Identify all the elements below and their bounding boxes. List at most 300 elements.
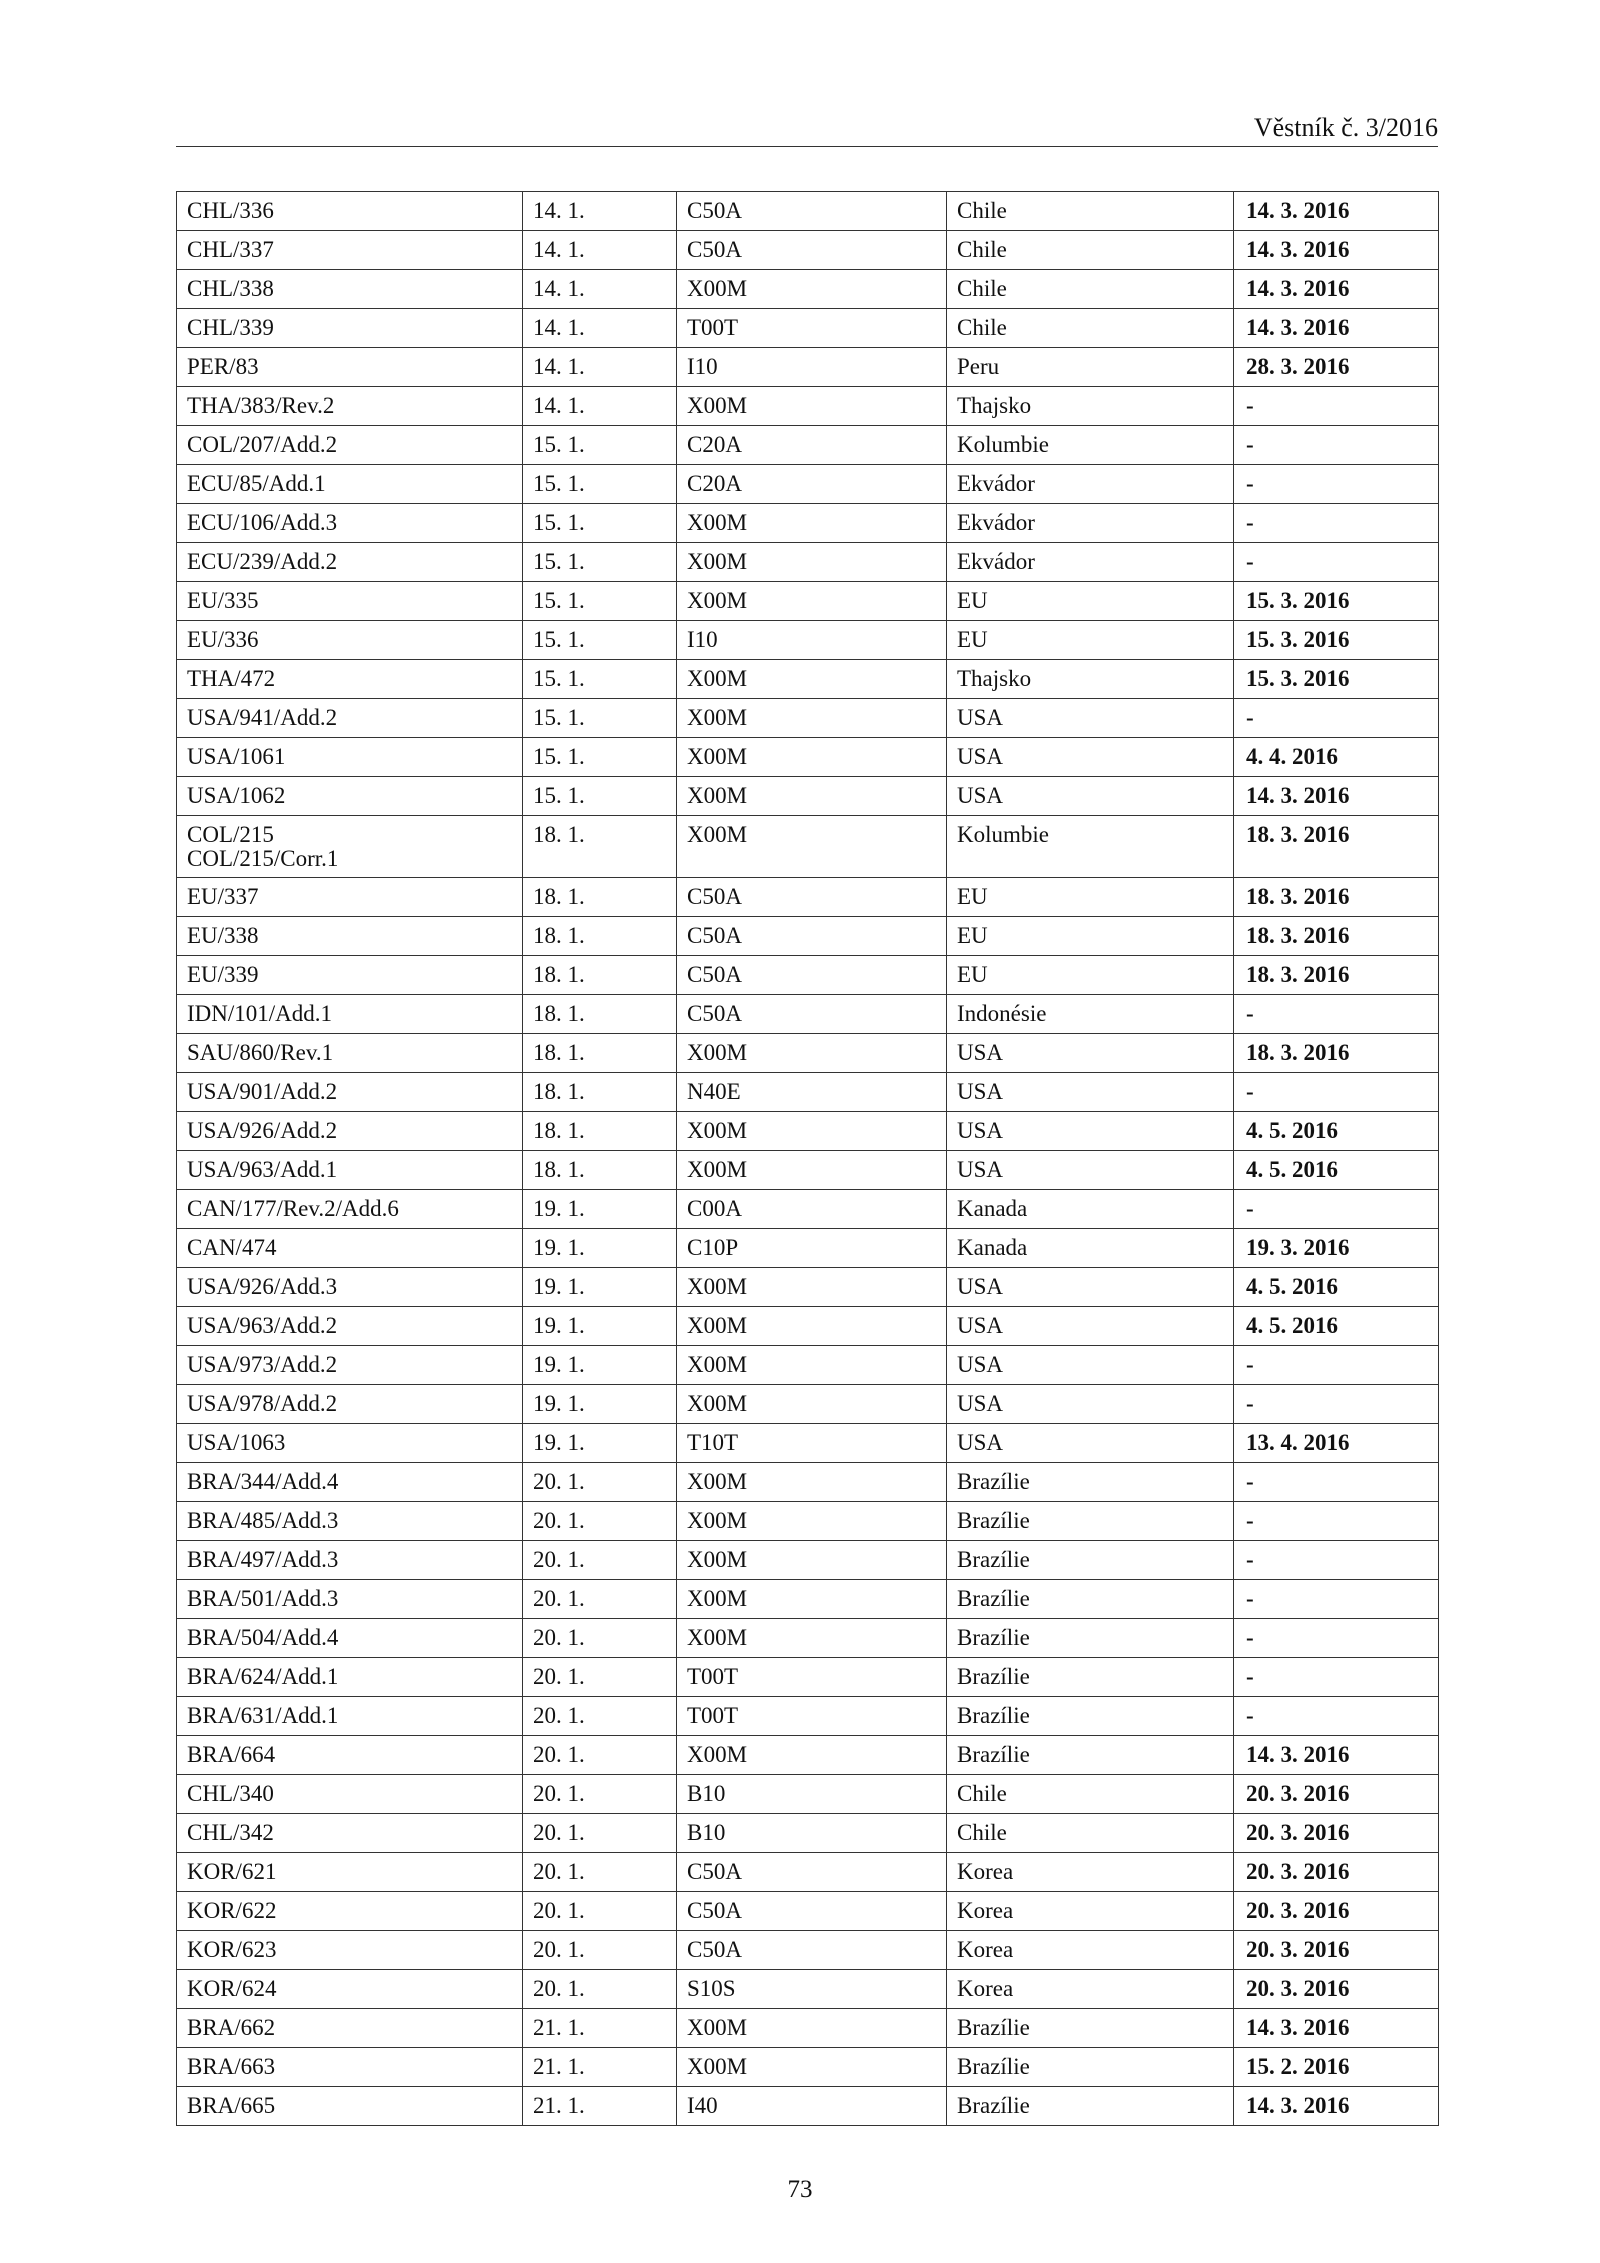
cell-code: C50A xyxy=(677,1931,947,1970)
cell-date: 20. 1. xyxy=(523,1814,677,1853)
cell-document xyxy=(177,348,523,387)
cell-date: 15. 1. xyxy=(523,543,677,582)
document-id: CHL/342 xyxy=(187,1820,274,1845)
table-row xyxy=(177,917,1439,956)
table-row xyxy=(177,465,1439,504)
table-row xyxy=(177,1346,1439,1385)
table-row xyxy=(177,816,1439,878)
cell-document xyxy=(177,1073,523,1112)
cell-country: Korea xyxy=(947,1931,1234,1970)
document-id: CAN/177/Rev.2/Add.6 xyxy=(187,1196,399,1221)
cell-country: USA xyxy=(947,1424,1234,1463)
cell-date: 15. 1. xyxy=(523,660,677,699)
cell-code: X00M xyxy=(677,1268,947,1307)
document-id: USA/1063 xyxy=(187,1430,286,1455)
cell-code: T10T xyxy=(677,1424,947,1463)
cell-country: Brazílie xyxy=(947,1697,1234,1736)
cell-country: USA xyxy=(947,777,1234,816)
table-row xyxy=(177,1736,1439,1775)
cell-code: X00M xyxy=(677,2009,947,2048)
cell-date: 18. 1. xyxy=(523,917,677,956)
cell-date: 19. 1. xyxy=(523,1268,677,1307)
cell-document xyxy=(177,1814,523,1853)
cell-deadline: - xyxy=(1234,1697,1439,1736)
cell-country: Ekvádor xyxy=(947,465,1234,504)
cell-deadline: 15. 3. 2016 xyxy=(1234,660,1439,699)
cell-date: 20. 1. xyxy=(523,1736,677,1775)
cell-deadline: 20. 3. 2016 xyxy=(1234,1931,1439,1970)
cell-deadline: - xyxy=(1234,699,1439,738)
table-row xyxy=(177,1931,1439,1970)
cell-code: I40 xyxy=(677,2087,947,2126)
cell-code: C20A xyxy=(677,465,947,504)
cell-document xyxy=(177,1385,523,1424)
cell-country: Ekvádor xyxy=(947,543,1234,582)
cell-code: C50A xyxy=(677,995,947,1034)
cell-code: T00T xyxy=(677,309,947,348)
cell-code: I10 xyxy=(677,621,947,660)
table-row xyxy=(177,738,1439,777)
table-row xyxy=(177,1502,1439,1541)
document-id: EU/339 xyxy=(187,962,259,987)
cell-code: C50A xyxy=(677,956,947,995)
table-row xyxy=(177,2009,1439,2048)
document-id: BRA/631/Add.1 xyxy=(187,1703,339,1728)
cell-date: 18. 1. xyxy=(523,1034,677,1073)
cell-deadline: - xyxy=(1234,1658,1439,1697)
cell-date: 15. 1. xyxy=(523,777,677,816)
cell-document xyxy=(177,504,523,543)
table-row xyxy=(177,348,1439,387)
document-id: BRA/624/Add.1 xyxy=(187,1664,339,1689)
cell-deadline: 18. 3. 2016 xyxy=(1234,1034,1439,1073)
cell-deadline: 18. 3. 2016 xyxy=(1234,956,1439,995)
table-row xyxy=(177,504,1439,543)
cell-code: X00M xyxy=(677,1541,947,1580)
cell-code: C20A xyxy=(677,426,947,465)
cell-code: X00M xyxy=(677,1151,947,1190)
cell-deadline: 15. 2. 2016 xyxy=(1234,2048,1439,2087)
cell-country: Chile xyxy=(947,231,1234,270)
cell-document xyxy=(177,1658,523,1697)
cell-document xyxy=(177,1502,523,1541)
cell-deadline: 4. 5. 2016 xyxy=(1234,1112,1439,1151)
table-row xyxy=(177,1619,1439,1658)
cell-code: C50A xyxy=(677,1853,947,1892)
document-id: CHL/338 xyxy=(187,276,274,301)
notifications-table xyxy=(176,191,1439,2126)
cell-document xyxy=(177,1268,523,1307)
cell-deadline: - xyxy=(1234,1190,1439,1229)
cell-country: Korea xyxy=(947,1853,1234,1892)
table-row xyxy=(177,543,1439,582)
cell-date: 20. 1. xyxy=(523,1463,677,1502)
cell-document xyxy=(177,1112,523,1151)
cell-date: 15. 1. xyxy=(523,465,677,504)
document-id: BRA/497/Add.3 xyxy=(187,1547,339,1572)
cell-deadline: - xyxy=(1234,465,1439,504)
table-row xyxy=(177,1034,1439,1073)
table-row xyxy=(177,1463,1439,1502)
table-row xyxy=(177,1268,1439,1307)
cell-date: 15. 1. xyxy=(523,426,677,465)
cell-country: Kanada xyxy=(947,1190,1234,1229)
cell-date: 18. 1. xyxy=(523,1073,677,1112)
cell-country: Indonésie xyxy=(947,995,1234,1034)
cell-code: X00M xyxy=(677,1346,947,1385)
cell-code: X00M xyxy=(677,1385,947,1424)
cell-deadline: 20. 3. 2016 xyxy=(1234,1892,1439,1931)
document-id: THA/383/Rev.2 xyxy=(187,393,335,418)
cell-document xyxy=(177,192,523,231)
cell-document xyxy=(177,2087,523,2126)
cell-country: Chile xyxy=(947,309,1234,348)
cell-date: 20. 1. xyxy=(523,1541,677,1580)
table-row xyxy=(177,1970,1439,2009)
cell-date: 15. 1. xyxy=(523,621,677,660)
cell-code: X00M xyxy=(677,1502,947,1541)
cell-code: X00M xyxy=(677,816,947,878)
cell-deadline: - xyxy=(1234,426,1439,465)
cell-document xyxy=(177,2048,523,2087)
document-id: CHL/337 xyxy=(187,237,274,262)
cell-country: Brazílie xyxy=(947,1736,1234,1775)
cell-country: USA xyxy=(947,738,1234,777)
cell-document xyxy=(177,543,523,582)
cell-document xyxy=(177,1307,523,1346)
table-row xyxy=(177,1697,1439,1736)
cell-document xyxy=(177,270,523,309)
cell-deadline: - xyxy=(1234,1541,1439,1580)
cell-deadline: 20. 3. 2016 xyxy=(1234,1970,1439,2009)
cell-code: X00M xyxy=(677,1034,947,1073)
document-id: USA/973/Add.2 xyxy=(187,1352,338,1377)
cell-document xyxy=(177,2009,523,2048)
document-id: BRA/504/Add.4 xyxy=(187,1625,339,1650)
cell-date: 20. 1. xyxy=(523,1502,677,1541)
cell-date: 19. 1. xyxy=(523,1307,677,1346)
table-row xyxy=(177,1307,1439,1346)
cell-country: Brazílie xyxy=(947,1619,1234,1658)
cell-deadline: 14. 3. 2016 xyxy=(1234,309,1439,348)
cell-code: X00M xyxy=(677,1580,947,1619)
cell-code: X00M xyxy=(677,582,947,621)
cell-code: N40E xyxy=(677,1073,947,1112)
document-id: USA/963/Add.2 xyxy=(187,1313,338,1338)
cell-country: Chile xyxy=(947,1775,1234,1814)
document-id: USA/1062 xyxy=(187,783,286,808)
table-row xyxy=(177,2048,1439,2087)
cell-document xyxy=(177,995,523,1034)
cell-document xyxy=(177,738,523,777)
cell-deadline: - xyxy=(1234,1073,1439,1112)
cell-date: 14. 1. xyxy=(523,270,677,309)
table-row xyxy=(177,1112,1439,1151)
cell-country: Chile xyxy=(947,192,1234,231)
cell-date: 19. 1. xyxy=(523,1385,677,1424)
cell-date: 20. 1. xyxy=(523,1658,677,1697)
cell-country: Brazílie xyxy=(947,2009,1234,2048)
document-id: COL/215 xyxy=(187,822,274,847)
table-row xyxy=(177,309,1439,348)
cell-date: 18. 1. xyxy=(523,878,677,917)
cell-code: C50A xyxy=(677,1892,947,1931)
cell-country: USA xyxy=(947,1307,1234,1346)
cell-code: X00M xyxy=(677,1463,947,1502)
cell-document xyxy=(177,1580,523,1619)
cell-deadline: 4. 5. 2016 xyxy=(1234,1151,1439,1190)
document-id: BRA/665 xyxy=(187,2093,276,2118)
cell-code: X00M xyxy=(677,660,947,699)
cell-deadline: - xyxy=(1234,1619,1439,1658)
table-row xyxy=(177,699,1439,738)
cell-date: 21. 1. xyxy=(523,2087,677,2126)
cell-country: Peru xyxy=(947,348,1234,387)
document-id: KOR/623 xyxy=(187,1937,277,1962)
cell-deadline: 18. 3. 2016 xyxy=(1234,917,1439,956)
document-id: BRA/485/Add.3 xyxy=(187,1508,339,1533)
cell-deadline: - xyxy=(1234,1463,1439,1502)
cell-date: 15. 1. xyxy=(523,504,677,543)
cell-deadline: - xyxy=(1234,1385,1439,1424)
cell-date: 15. 1. xyxy=(523,738,677,777)
table-row xyxy=(177,1541,1439,1580)
cell-deadline: 19. 3. 2016 xyxy=(1234,1229,1439,1268)
cell-deadline: 4. 5. 2016 xyxy=(1234,1268,1439,1307)
document-id: USA/926/Add.2 xyxy=(187,1118,338,1143)
cell-country: EU xyxy=(947,621,1234,660)
table-row xyxy=(177,1580,1439,1619)
cell-deadline: - xyxy=(1234,504,1439,543)
document-id: USA/963/Add.1 xyxy=(187,1157,338,1182)
table-row xyxy=(177,2087,1439,2126)
cell-document xyxy=(177,1151,523,1190)
cell-deadline: 14. 3. 2016 xyxy=(1234,231,1439,270)
cell-document xyxy=(177,387,523,426)
cell-deadline: - xyxy=(1234,387,1439,426)
cell-date: 20. 1. xyxy=(523,1580,677,1619)
cell-document xyxy=(177,1970,523,2009)
table-row xyxy=(177,956,1439,995)
cell-country: Thajsko xyxy=(947,387,1234,426)
document-id: COL/215/Corr.1 xyxy=(187,846,339,871)
document-id: COL/207/Add.2 xyxy=(187,432,338,457)
cell-deadline: 15. 3. 2016 xyxy=(1234,621,1439,660)
cell-date: 19. 1. xyxy=(523,1346,677,1385)
cell-code: C50A xyxy=(677,192,947,231)
document-id: BRA/664 xyxy=(187,1742,276,1767)
cell-deadline: 15. 3. 2016 xyxy=(1234,582,1439,621)
cell-deadline: 14. 3. 2016 xyxy=(1234,2009,1439,2048)
table-row xyxy=(177,270,1439,309)
cell-document xyxy=(177,917,523,956)
cell-document xyxy=(177,1931,523,1970)
cell-code: X00M xyxy=(677,699,947,738)
cell-code: X00M xyxy=(677,543,947,582)
document-id: IDN/101/Add.1 xyxy=(187,1001,333,1026)
cell-date: 14. 1. xyxy=(523,192,677,231)
cell-date: 19. 1. xyxy=(523,1190,677,1229)
cell-country: Chile xyxy=(947,270,1234,309)
cell-document xyxy=(177,1736,523,1775)
cell-document xyxy=(177,231,523,270)
bulletin-title: Věstník č. 3/2016 xyxy=(1253,113,1438,142)
document-id: BRA/344/Add.4 xyxy=(187,1469,339,1494)
cell-date: 19. 1. xyxy=(523,1424,677,1463)
cell-country: EU xyxy=(947,917,1234,956)
cell-document xyxy=(177,1853,523,1892)
document-id: USA/901/Add.2 xyxy=(187,1079,338,1104)
document-id: KOR/621 xyxy=(187,1859,277,1884)
cell-deadline: - xyxy=(1234,1580,1439,1619)
table-row xyxy=(177,192,1439,231)
cell-date: 20. 1. xyxy=(523,1970,677,2009)
cell-document xyxy=(177,1346,523,1385)
cell-country: Brazílie xyxy=(947,1463,1234,1502)
cell-date: 15. 1. xyxy=(523,699,677,738)
table-row xyxy=(177,387,1439,426)
cell-code: X00M xyxy=(677,1307,947,1346)
table-row xyxy=(177,1424,1439,1463)
cell-date: 20. 1. xyxy=(523,1931,677,1970)
cell-document xyxy=(177,426,523,465)
table-row xyxy=(177,995,1439,1034)
table-row xyxy=(177,1853,1439,1892)
cell-document xyxy=(177,660,523,699)
cell-country: Thajsko xyxy=(947,660,1234,699)
cell-deadline: - xyxy=(1234,543,1439,582)
cell-deadline: - xyxy=(1234,995,1439,1034)
cell-country: Brazílie xyxy=(947,1502,1234,1541)
table-row xyxy=(177,1658,1439,1697)
document-id: KOR/622 xyxy=(187,1898,277,1923)
cell-country: Kanada xyxy=(947,1229,1234,1268)
document-id: USA/1061 xyxy=(187,744,286,769)
table-row xyxy=(177,1073,1439,1112)
cell-country: USA xyxy=(947,1073,1234,1112)
cell-country: Brazílie xyxy=(947,2048,1234,2087)
document-id: BRA/662 xyxy=(187,2015,276,2040)
cell-date: 20. 1. xyxy=(523,1697,677,1736)
cell-document xyxy=(177,777,523,816)
cell-date: 18. 1. xyxy=(523,816,677,878)
document-id: CHL/340 xyxy=(187,1781,274,1806)
table-row xyxy=(177,426,1439,465)
cell-deadline: 20. 3. 2016 xyxy=(1234,1814,1439,1853)
cell-date: 18. 1. xyxy=(523,1112,677,1151)
document-id: ECU/85/Add.1 xyxy=(187,471,326,496)
table-row xyxy=(177,1229,1439,1268)
cell-date: 18. 1. xyxy=(523,995,677,1034)
document-id: EU/338 xyxy=(187,923,259,948)
cell-country: EU xyxy=(947,582,1234,621)
document-id: THA/472 xyxy=(187,666,276,691)
page-header xyxy=(176,112,1438,147)
cell-date: 19. 1. xyxy=(523,1229,677,1268)
document-id: CHL/336 xyxy=(187,198,274,223)
cell-document xyxy=(177,1697,523,1736)
cell-code: B10 xyxy=(677,1814,947,1853)
cell-deadline: 4. 4. 2016 xyxy=(1234,738,1439,777)
document-id: USA/926/Add.3 xyxy=(187,1274,338,1299)
cell-date: 20. 1. xyxy=(523,1619,677,1658)
cell-code: S10S xyxy=(677,1970,947,2009)
cell-country: USA xyxy=(947,1268,1234,1307)
cell-code: X00M xyxy=(677,777,947,816)
document-id: PER/83 xyxy=(187,354,259,379)
cell-code: T00T xyxy=(677,1697,947,1736)
cell-document xyxy=(177,1034,523,1073)
document-id: ECU/106/Add.3 xyxy=(187,510,338,535)
cell-document xyxy=(177,1619,523,1658)
cell-deadline: - xyxy=(1234,1502,1439,1541)
cell-date: 15. 1. xyxy=(523,582,677,621)
cell-country: Kolumbie xyxy=(947,426,1234,465)
cell-document xyxy=(177,1190,523,1229)
cell-code: T00T xyxy=(677,1658,947,1697)
cell-deadline: 20. 3. 2016 xyxy=(1234,1853,1439,1892)
cell-code: X00M xyxy=(677,2048,947,2087)
cell-date: 20. 1. xyxy=(523,1775,677,1814)
cell-document xyxy=(177,699,523,738)
cell-code: X00M xyxy=(677,1736,947,1775)
table-row xyxy=(177,660,1439,699)
cell-date: 14. 1. xyxy=(523,387,677,426)
table-body xyxy=(177,192,1439,2126)
cell-country: Chile xyxy=(947,1814,1234,1853)
cell-document xyxy=(177,1229,523,1268)
document-id: BRA/663 xyxy=(187,2054,276,2079)
cell-date: 18. 1. xyxy=(523,956,677,995)
cell-country: USA xyxy=(947,1346,1234,1385)
cell-country: Brazílie xyxy=(947,1541,1234,1580)
cell-date: 14. 1. xyxy=(523,309,677,348)
cell-document xyxy=(177,1463,523,1502)
table-row xyxy=(177,1190,1439,1229)
cell-deadline: 4. 5. 2016 xyxy=(1234,1307,1439,1346)
table-row xyxy=(177,621,1439,660)
cell-code: C50A xyxy=(677,231,947,270)
table-row xyxy=(177,878,1439,917)
cell-country: USA xyxy=(947,699,1234,738)
cell-deadline: 14. 3. 2016 xyxy=(1234,1736,1439,1775)
cell-deadline: 14. 3. 2016 xyxy=(1234,2087,1439,2126)
cell-code: X00M xyxy=(677,504,947,543)
cell-deadline: 28. 3. 2016 xyxy=(1234,348,1439,387)
cell-document xyxy=(177,309,523,348)
cell-code: C00A xyxy=(677,1190,947,1229)
cell-code: X00M xyxy=(677,387,947,426)
cell-date: 20. 1. xyxy=(523,1892,677,1931)
document-id: USA/941/Add.2 xyxy=(187,705,338,730)
cell-code: C50A xyxy=(677,878,947,917)
cell-date: 20. 1. xyxy=(523,1853,677,1892)
cell-code: X00M xyxy=(677,1619,947,1658)
document-id: USA/978/Add.2 xyxy=(187,1391,338,1416)
table-row xyxy=(177,231,1439,270)
document-id: CHL/339 xyxy=(187,315,274,340)
cell-date: 21. 1. xyxy=(523,2009,677,2048)
document-id: ECU/239/Add.2 xyxy=(187,549,338,574)
cell-date: 18. 1. xyxy=(523,1151,677,1190)
cell-deadline: 14. 3. 2016 xyxy=(1234,270,1439,309)
cell-country: EU xyxy=(947,878,1234,917)
cell-document xyxy=(177,956,523,995)
cell-code: X00M xyxy=(677,270,947,309)
cell-code: X00M xyxy=(677,738,947,777)
table-row xyxy=(177,777,1439,816)
cell-deadline: 20. 3. 2016 xyxy=(1234,1775,1439,1814)
